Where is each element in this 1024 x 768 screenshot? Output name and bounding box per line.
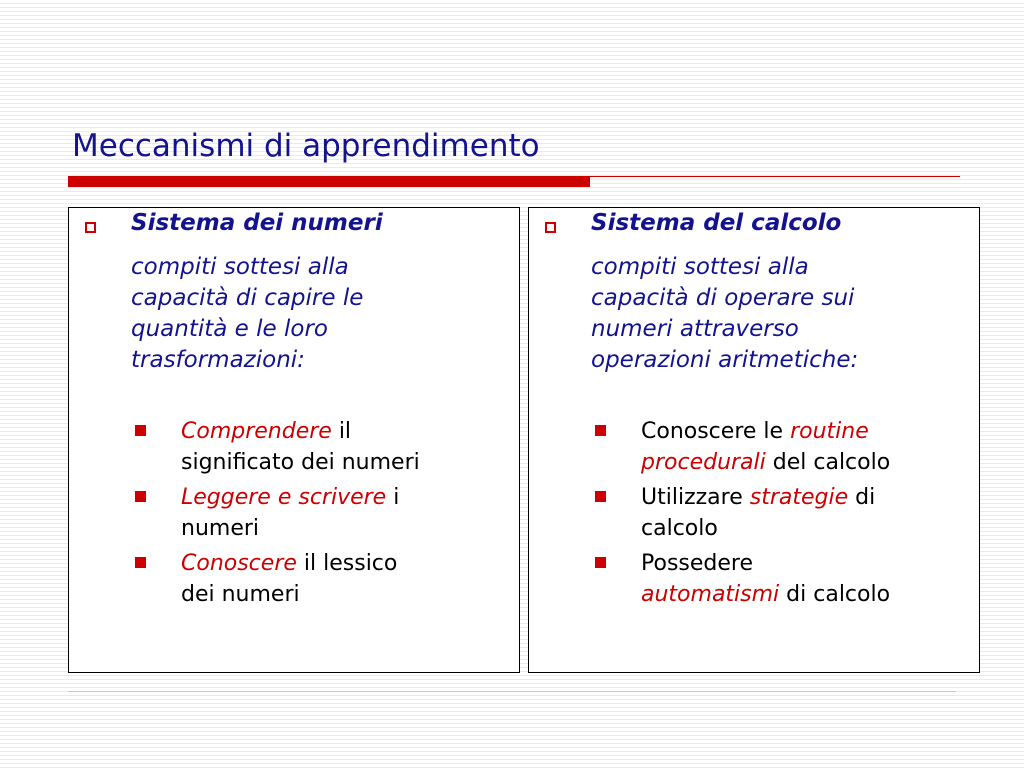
filled-square-bullet-icon bbox=[135, 491, 146, 502]
item-emphasis: procedurali bbox=[641, 450, 766, 475]
left-bullet-list bbox=[69, 416, 519, 614]
left-description-line: trasformazioni: bbox=[131, 347, 305, 373]
left-description-line: compiti sottesi alla bbox=[131, 254, 349, 280]
item-text: di calcolo bbox=[779, 582, 891, 607]
list-item bbox=[529, 482, 979, 544]
item-emphasis: Conoscere bbox=[181, 551, 297, 576]
right-description-line: numeri attraverso bbox=[591, 316, 799, 342]
item-line bbox=[641, 482, 979, 513]
item-line: significato dei numeri bbox=[181, 450, 420, 475]
item-emphasis: Comprendere bbox=[181, 419, 332, 444]
left-heading: Sistema dei numeri bbox=[131, 210, 383, 236]
item-line bbox=[181, 482, 519, 513]
left-description-line: capacità di capire le bbox=[131, 285, 364, 311]
item-line: dei numeri bbox=[181, 582, 300, 607]
list-item bbox=[529, 416, 979, 478]
right-bullet-list bbox=[529, 416, 979, 614]
filled-square-bullet-icon bbox=[595, 491, 606, 502]
filled-square-bullet-icon bbox=[595, 557, 606, 568]
left-description-line: quantità e le loro bbox=[131, 316, 328, 342]
item-text: il lessico bbox=[296, 551, 398, 576]
hollow-square-bullet-icon bbox=[85, 222, 96, 233]
item-emphasis: strategie bbox=[749, 485, 849, 510]
item-emphasis: Leggere e scrivere bbox=[181, 485, 387, 510]
right-description-line: compiti sottesi alla bbox=[591, 254, 809, 280]
item-line bbox=[641, 416, 979, 447]
item-text: di bbox=[848, 485, 876, 510]
list-item bbox=[69, 416, 519, 478]
item-line bbox=[641, 579, 979, 610]
item-text: Utilizzare bbox=[641, 485, 750, 510]
list-item bbox=[69, 548, 519, 610]
list-item bbox=[69, 482, 519, 544]
footer-rule bbox=[68, 691, 956, 692]
filled-square-bullet-icon bbox=[135, 557, 146, 568]
item-emphasis: automatismi bbox=[641, 582, 780, 607]
item-text: i bbox=[386, 485, 400, 510]
right-description bbox=[591, 252, 971, 376]
item-text: il bbox=[331, 419, 352, 444]
item-line bbox=[181, 548, 519, 579]
item-emphasis: routine bbox=[790, 419, 869, 444]
right-panel bbox=[528, 207, 980, 673]
title-accent-bar bbox=[68, 176, 590, 187]
left-panel bbox=[68, 207, 520, 673]
hollow-square-bullet-icon bbox=[545, 222, 556, 233]
slide-title: Meccanismi di apprendimento bbox=[72, 128, 540, 164]
item-line: numeri bbox=[181, 516, 260, 541]
left-description bbox=[131, 252, 511, 376]
right-description-line: capacità di operare sui bbox=[591, 285, 855, 311]
item-line: Possedere bbox=[641, 551, 753, 576]
item-line: calcolo bbox=[641, 516, 718, 541]
item-line bbox=[641, 447, 979, 478]
item-text: Conoscere le bbox=[641, 419, 791, 444]
filled-square-bullet-icon bbox=[595, 425, 606, 436]
list-item bbox=[529, 548, 979, 610]
filled-square-bullet-icon bbox=[135, 425, 146, 436]
item-line bbox=[181, 416, 519, 447]
right-heading: Sistema del calcolo bbox=[591, 210, 842, 236]
right-description-line: operazioni aritmetiche: bbox=[591, 347, 859, 373]
item-text: del calcolo bbox=[765, 450, 891, 475]
